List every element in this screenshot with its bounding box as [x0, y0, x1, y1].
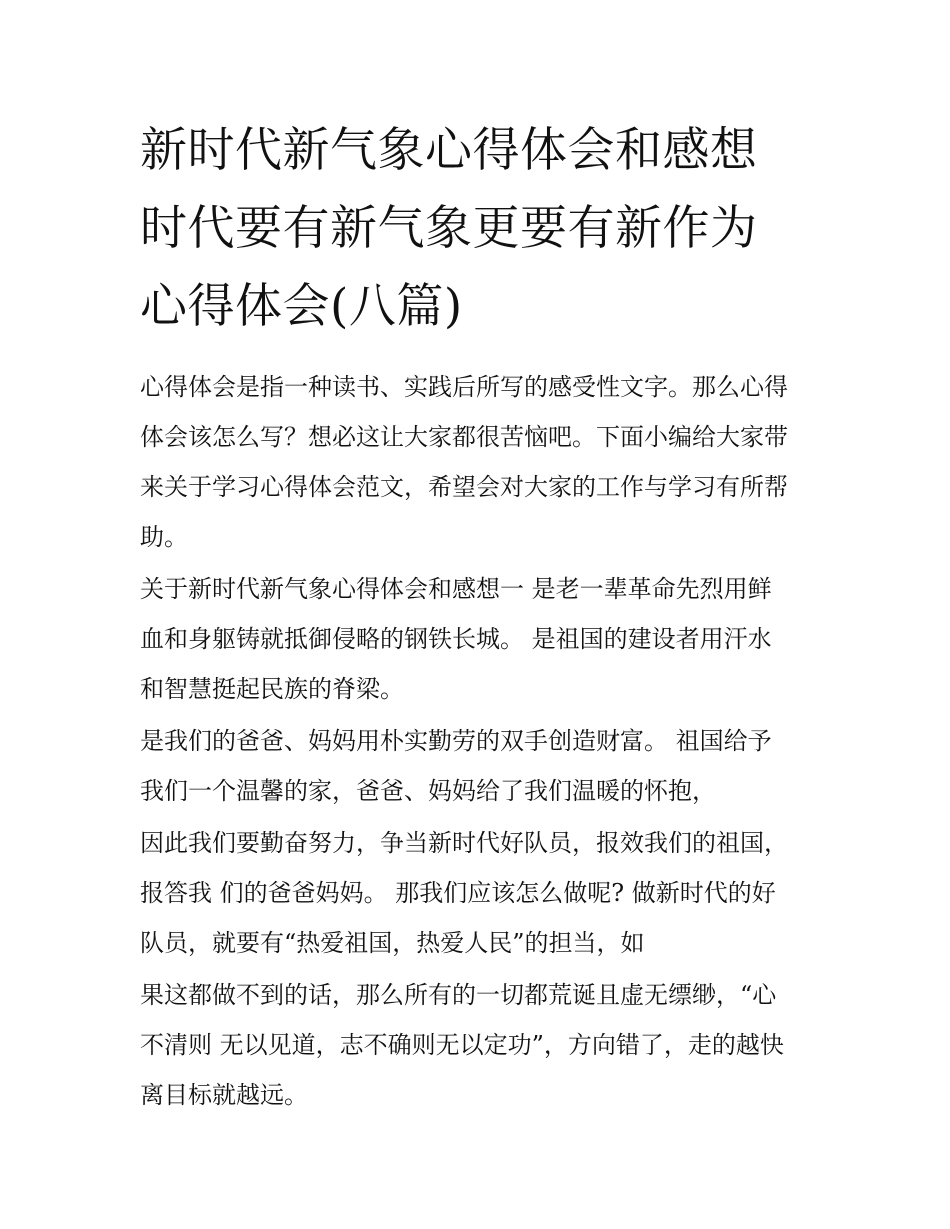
paragraph-direction — [140, 970, 820, 1120]
text-line: 和智慧挺起民族的脊梁。 — [140, 675, 404, 703]
text-line: 血和身躯铸就抵御侵略的钢铁长城。 是祖国的建设者用汗水 — [140, 625, 772, 653]
title-line: 时代要有新气象更要有新作为 — [140, 201, 758, 256]
text-line: 果这都做不到的话，那么所有的一切都荒诞且虚无缥缈，“心 — [140, 981, 777, 1009]
text-line: 心得体会是指一种读书、实践后所写的感受性文字。那么心得 — [140, 373, 788, 401]
text-line: 是我们的爸爸、妈妈用朴实勤劳的双手创造财富。 祖国给予 — [140, 727, 772, 755]
text-line: 离目标就越远。 — [140, 1081, 308, 1109]
text-line: 报答我 们的爸爸妈妈。 那我们应该怎么做呢? 做新时代的好 — [140, 879, 776, 907]
text-line: 不清则 无以见道，志不确则无以定功”，方向错了，走的越快 — [140, 1031, 784, 1059]
paragraph-parents — [140, 716, 820, 816]
paragraph-effort — [140, 818, 820, 968]
document-content — [140, 112, 820, 1122]
document-body — [140, 362, 820, 1120]
text-line: 助。 — [140, 523, 188, 551]
title-line: 新时代新气象心得体会和感想 — [140, 123, 758, 178]
text-line: 我们一个温馨的家，爸爸、妈妈给了我们温暖的怀抱， — [140, 777, 716, 805]
paragraph-section-one — [140, 564, 820, 714]
text-line: 来关于学习心得体会范文，希望会对大家的工作与学习有所帮 — [140, 473, 788, 501]
title-line: 心得体会(八篇) — [140, 279, 463, 334]
text-line: 体会该怎么写？想必这让大家都很苦恼吧。下面小编给大家带 — [140, 423, 788, 451]
paragraph-intro — [140, 362, 820, 562]
text-line: 队员，就要有“热爱祖国，热爱人民”的担当，如 — [140, 929, 645, 957]
document-title — [140, 112, 820, 346]
text-line: 因此我们要勤奋努力，争当新时代好队员，报效我们的祖国， — [140, 829, 788, 857]
text-line: 关于新时代新气象心得体会和感想一 是老一辈革命先烈用鲜 — [140, 575, 772, 603]
